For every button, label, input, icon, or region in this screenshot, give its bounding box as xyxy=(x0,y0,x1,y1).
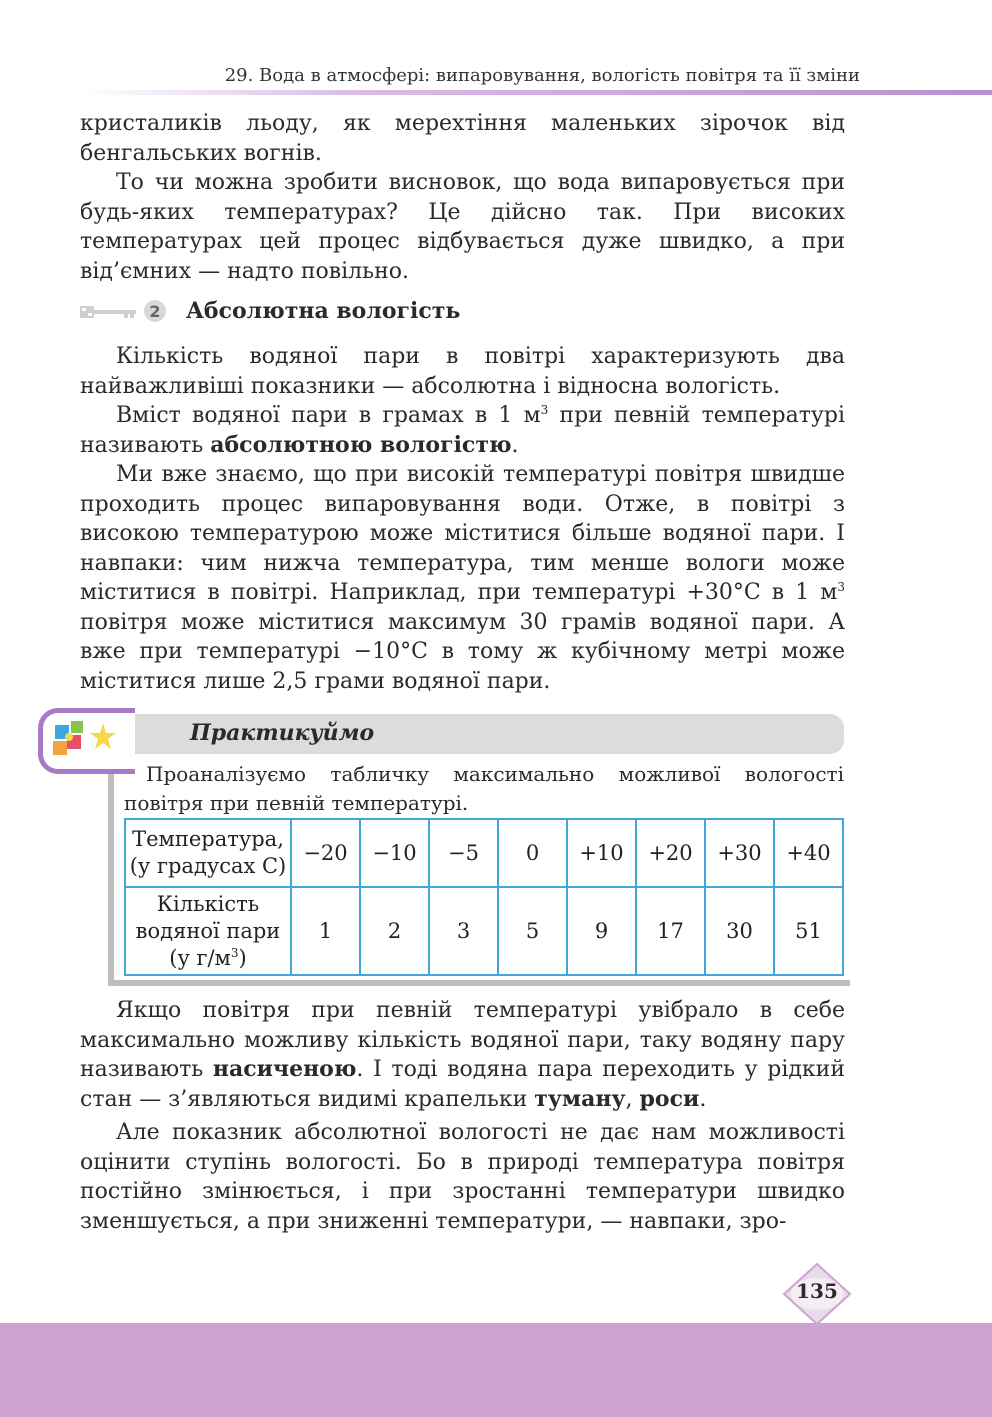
vapor-header-line-1: Кількість xyxy=(156,891,260,916)
table-cell: +40 xyxy=(774,819,843,887)
term-absolute-humidity: абсолютною вологістю xyxy=(210,431,512,458)
term-fog: туману xyxy=(534,1085,626,1112)
paragraph-7: Але показник абсолютної вологості не дає нам можливості оцінити ступінь вологості. Бо в природі температура повітря постійно змінюється, і при зростанні температури швидко зменшується, а при зниженні температури, — навпаки, зро- xyxy=(80,1120,845,1234)
section-heading xyxy=(80,300,780,330)
table-header-temperature xyxy=(125,819,291,887)
table-cell: +10 xyxy=(567,819,636,887)
running-title: 29. Вода в атмосфері: випаровування, вологість повітря та її зміни xyxy=(224,65,860,86)
p4-text-3: . xyxy=(511,432,519,458)
section-number-badge: 2 xyxy=(144,300,166,322)
page-number: 135 xyxy=(796,1279,838,1303)
paragraph-6 xyxy=(80,996,845,1114)
practice-badge xyxy=(38,708,135,774)
p5-sup: 3 xyxy=(837,580,845,594)
footer-band xyxy=(0,1323,992,1417)
p6-text-1: Якщо повітря при певній температурі увібрало в себе максимально можливу кількість водяної пари, таку водяну пару називають xyxy=(80,998,845,1082)
table-cell: 0 xyxy=(498,819,567,887)
table-cell: +20 xyxy=(636,819,705,887)
header-rule xyxy=(80,90,992,95)
table-cell: 5 xyxy=(498,887,567,975)
practice-banner xyxy=(112,714,844,754)
practice-intro: Проаналізуємо табличку максимально можливої вологості повітря при певній температурі. xyxy=(124,762,844,815)
vapor-unit-text: (у г/м xyxy=(169,945,231,970)
key-icon xyxy=(80,306,136,318)
paragraph-4 xyxy=(80,401,845,460)
vapor-header-line-3 xyxy=(126,945,290,972)
humidity-table xyxy=(124,818,844,976)
practice-label: Практикуймо xyxy=(190,720,375,746)
section-title: Абсолютна вологість xyxy=(186,298,461,324)
p5-text-2: повітря може міститися максимум 30 грамів водяної пари. А вже при температурі −10°С в тому ж кубічному метрі може міститися лише 2,5 грами водяної пари. xyxy=(80,609,845,694)
p4-sup: 3 xyxy=(540,403,549,417)
table-cell: 51 xyxy=(774,887,843,975)
term-saturated: насиченою xyxy=(212,1056,357,1082)
paragraph-2: То чи можна зробити висновок, що вода випаровується при будь-яких температурах? Це дійсно так. При високих температурах цей процес відбувається дуже швидко, а при від’ємних — надто повільно. xyxy=(80,170,845,284)
vapor-unit-close: ) xyxy=(238,945,247,970)
table-cell: 17 xyxy=(636,887,705,975)
puzzle-icon xyxy=(47,715,127,765)
table-cell: 2 xyxy=(360,887,429,975)
table-row-vapor-amount xyxy=(125,887,843,975)
temperature-header-line-2: (у градусах С) xyxy=(129,854,287,878)
term-dew: роси xyxy=(639,1085,700,1112)
table-cell: 9 xyxy=(567,887,636,975)
paragraph-3: Кількість водяної пари в повітрі характеризують два найважливіші показники — абсолютна і відносна вологість. xyxy=(80,344,845,399)
temperature-header-line-1: Температура, xyxy=(132,827,284,851)
table-cell: −10 xyxy=(360,819,429,887)
vapor-unit-sup: 3 xyxy=(230,945,239,960)
paragraph-5 xyxy=(80,460,845,696)
vapor-header-line-2: водяної пари xyxy=(135,918,281,943)
table-cell: 1 xyxy=(291,887,360,975)
table-cell: −20 xyxy=(291,819,360,887)
table-header-vapor-amount xyxy=(125,887,291,975)
p4-text-1: Вміст водяної пари в грамах в 1 м xyxy=(116,403,541,428)
p5-text-1: Ми вже знаємо, що при високій температурі повітря швидше проходить процес випаровування води. Отже, в повітрі з високою температурою може міститися більше водяної пари. І навпаки: чим нижча температура, тим менше вологи може міститися в повітрі. Наприклад, при температурі +30°С в 1 м xyxy=(80,462,845,605)
p6-text-4: . xyxy=(699,1086,707,1112)
p6-text-3: , xyxy=(625,1086,640,1112)
running-header xyxy=(0,60,992,96)
table-cell: 3 xyxy=(429,887,498,975)
p6-text-2: . І тоді водяна пара переходить у рідкий стан — з’являються видимі крапельки xyxy=(80,1057,845,1112)
table-cell: −5 xyxy=(429,819,498,887)
table-cell: +30 xyxy=(705,819,774,887)
table-cell: 30 xyxy=(705,887,774,975)
paragraph-1: кристаликів льоду, як мерехтіння маленьких зірочок від бенгальських вогнів. xyxy=(80,111,845,166)
table-row-temperature xyxy=(125,819,843,887)
p4-text-2: при певній температурі називають xyxy=(80,403,845,458)
